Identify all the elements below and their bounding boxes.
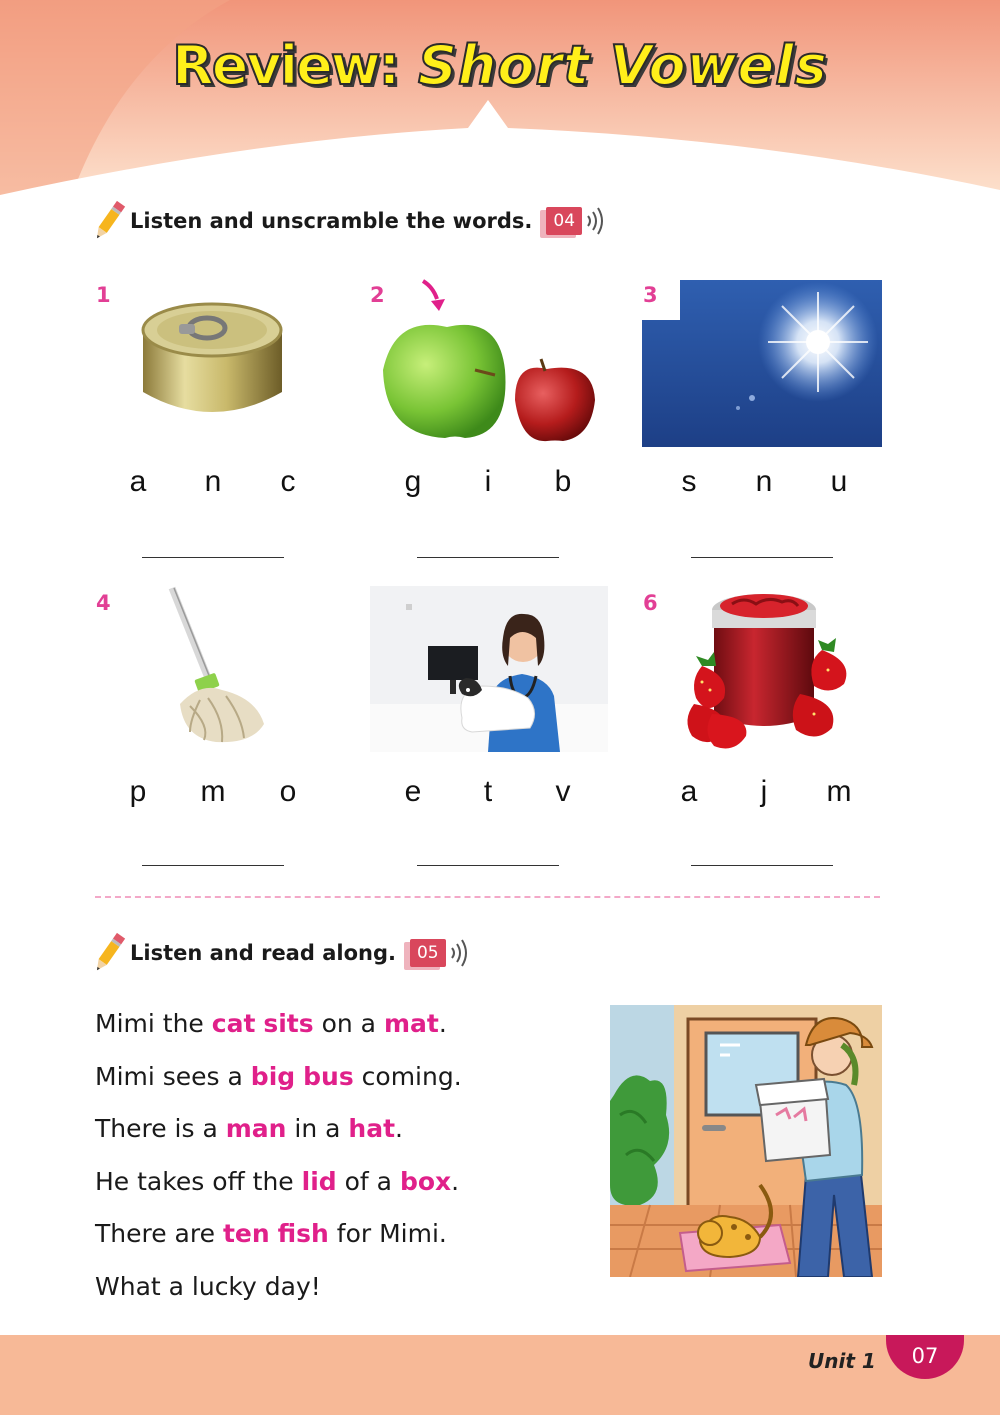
instruction-unscramble [92,198,608,244]
pencil-icon [92,930,126,976]
letter: p [129,775,147,808]
sound-icon [584,206,608,236]
letter: u [830,465,848,498]
answer-line-3[interactable] [691,557,833,558]
answer-line-2[interactable] [417,557,559,558]
mop-image [160,586,270,746]
story-text-segment: . [438,1009,447,1038]
audio-track-04[interactable] [546,206,608,236]
story-text-segment: . [395,1114,403,1143]
track-number: 04 [546,207,582,235]
letter: b [554,465,572,498]
letter: g [404,465,422,498]
story-text-segment: Mimi sees a [95,1061,251,1091]
highlighted-word: mat [383,1009,439,1038]
letter: n [755,465,773,498]
highlighted-word: man [225,1114,287,1143]
page-title [0,34,1000,97]
story-line [95,1156,462,1209]
letter: i [484,465,492,498]
item-number-4: 4 [96,591,111,615]
letter: a [680,775,698,808]
story-text-segment: in a [286,1114,349,1143]
story-line [95,1051,462,1104]
highlighted-word: cat [211,1009,256,1038]
highlighted-word: lid [301,1166,337,1196]
story-text-segment: on a [313,1009,384,1038]
title-review: Review: [172,34,399,97]
highlighted-word: bus [303,1061,354,1091]
story-text-segment: coming. [353,1061,462,1091]
highlighted-word: sits [263,1009,314,1038]
scrambled-letters-5 [398,775,578,809]
answer-line-1[interactable] [142,557,284,558]
story-line [95,1103,462,1156]
story-text-segment: There is a [95,1114,226,1143]
instruction-read-along [92,930,472,976]
scrambled-letters-6 [674,775,854,809]
scrambled-letters-2 [398,465,578,499]
unit-label: Unit 1 [808,1349,876,1373]
story-illustration [610,1005,882,1277]
jam-image [672,586,857,751]
scrambled-letters-4 [123,775,303,809]
title-short-vowels: Short Vowels [418,34,828,97]
pencil-icon [92,198,126,244]
footer-bar [0,1335,1000,1415]
answer-line-5[interactable] [417,865,559,866]
letter: n [204,465,222,498]
item-number-2: 2 [370,283,385,307]
story-text-segment: of a [336,1166,400,1196]
header-background [0,0,1000,200]
scrambled-letters-1 [123,465,303,499]
story-line [95,1208,462,1261]
story-text-segment: . [451,1166,460,1196]
story-text-segment [270,1219,278,1248]
story-text-segment: for Mimi. [328,1219,447,1248]
vet-image [370,586,608,752]
story-text-segment: Mimi the [95,1009,212,1038]
letter: e [404,775,422,808]
sound-icon [448,938,472,968]
scrambled-letters-3 [674,465,854,499]
sun-image [642,280,882,447]
answer-line-6[interactable] [691,865,833,866]
track-number: 05 [410,939,446,967]
letter: m [200,775,226,808]
answer-line-4[interactable] [142,865,284,866]
highlighted-word: big [250,1061,296,1091]
letter: o [279,775,297,808]
highlighted-word: hat [348,1114,396,1143]
story-text-segment: He takes off the [95,1166,302,1196]
item-number-3: 3 [643,283,658,307]
highlighted-word: box [399,1166,452,1196]
story-text [95,998,462,1313]
letter: j [760,775,768,808]
instruction-text: Listen and read along. [130,941,396,965]
story-line [95,1261,462,1314]
story-line [95,998,462,1051]
letter: v [555,775,571,808]
highlighted-word: ten [222,1219,270,1248]
letter: s [681,465,697,498]
can-image [135,292,290,432]
highlighted-word: fish [277,1219,329,1248]
item-number-6: 6 [643,591,658,615]
story-text-segment [295,1062,303,1091]
section-divider [95,896,880,898]
story-text-segment: There are [95,1219,223,1248]
instruction-text: Listen and unscramble the words. [130,209,533,233]
story-text-segment: What a lucky day! [95,1271,321,1301]
letter: t [483,775,493,808]
item-number-1: 1 [96,283,111,307]
page-number: 07 [886,1335,964,1379]
letter: c [280,465,296,498]
apples-image [375,275,605,445]
audio-track-05[interactable] [410,938,472,968]
letter: a [129,465,147,498]
letter: m [826,775,852,808]
